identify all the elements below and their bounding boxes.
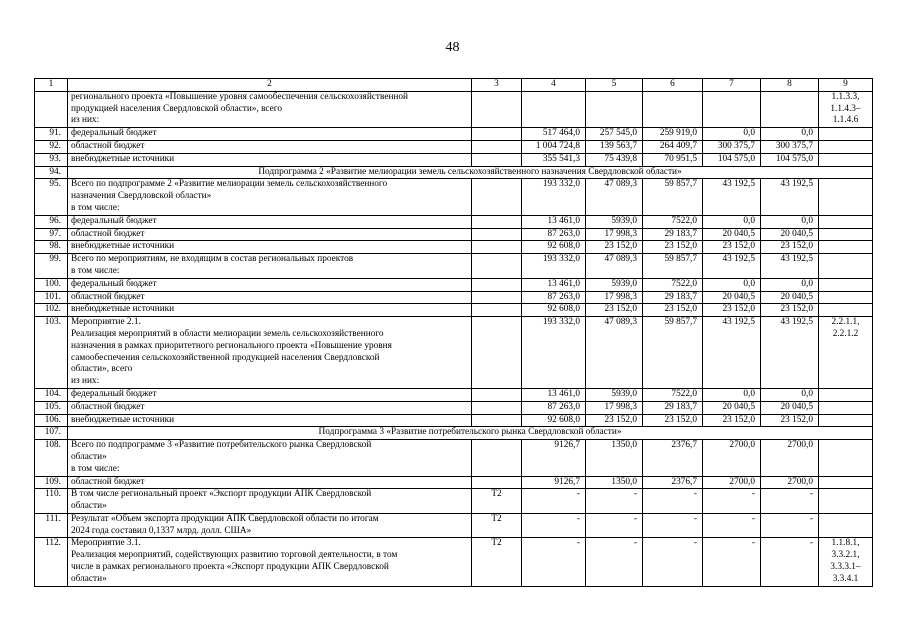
value-year-4: 0,0 xyxy=(761,128,819,141)
table-row xyxy=(35,153,873,166)
value-year-4: 23 152,0 xyxy=(761,304,819,317)
row-name: областной бюджет xyxy=(68,228,472,241)
row-name: областной бюджет xyxy=(68,476,472,489)
target-indicator xyxy=(472,304,522,317)
value-year-1: 47 089,3 xyxy=(586,254,643,279)
value-year-1: 5939,0 xyxy=(586,215,643,228)
value-year-1: 47 089,3 xyxy=(586,317,643,389)
value-year-2: 29 183,7 xyxy=(643,291,703,304)
section-title: Подпрограмма 2 «Развитие мелиорации земель сельскохозяйственного назначения Свердловской области» xyxy=(68,166,873,179)
column-header: 6 xyxy=(643,79,703,92)
section-title: Подпрограмма 3 «Развитие потребительского рынка Свердловской области» xyxy=(68,427,873,440)
value-year-1: 47 089,3 xyxy=(586,179,643,215)
value-year-3: - xyxy=(703,513,761,538)
column-header: 2 xyxy=(68,79,472,92)
table-row xyxy=(35,538,873,586)
row-number xyxy=(35,91,68,127)
target-indicator xyxy=(472,153,522,166)
value-year-1: 257 545,0 xyxy=(586,128,643,141)
value-total: 92 608,0 xyxy=(522,304,586,317)
value-year-4 xyxy=(761,91,819,127)
row-name: внебюджетные источники xyxy=(68,414,472,427)
row-number: 100. xyxy=(35,278,68,291)
reference-codes xyxy=(819,254,873,279)
value-year-2: 259 919,0 xyxy=(643,128,703,141)
table-body xyxy=(35,79,873,587)
reference-codes: 1.1.3.3, 1.1.4.3– 1.1.4.6 xyxy=(819,91,873,127)
row-number: 93. xyxy=(35,153,68,166)
value-year-4: - xyxy=(761,538,819,586)
value-year-4: 0,0 xyxy=(761,278,819,291)
reference-codes xyxy=(819,414,873,427)
value-year-1: - xyxy=(586,513,643,538)
value-year-3: 2700,0 xyxy=(703,476,761,489)
reference-codes: 2.2.1.1, 2.2.1.2 xyxy=(819,317,873,389)
table-row xyxy=(35,476,873,489)
value-total: 87 263,0 xyxy=(522,401,586,414)
table-row xyxy=(35,278,873,291)
row-name: федеральный бюджет xyxy=(68,128,472,141)
row-number: 95. xyxy=(35,179,68,215)
value-year-2: - xyxy=(643,489,703,514)
column-header: 9 xyxy=(819,79,873,92)
value-year-3: 0,0 xyxy=(703,388,761,401)
value-year-3: 0,0 xyxy=(703,278,761,291)
row-name: Мероприятие 2.1. Реализация мероприятий в области мелиорации земель сельскохозяйственного назначения в рамках приоритетного регионального проекта «Повышение уровня самообеспечения сельскохозяйственной продукцией населения Свердловской области», всего из них: xyxy=(68,317,472,389)
row-number: 102. xyxy=(35,304,68,317)
target-indicator xyxy=(472,254,522,279)
value-year-3: 23 152,0 xyxy=(703,414,761,427)
reference-codes xyxy=(819,179,873,215)
value-year-1: 17 998,3 xyxy=(586,401,643,414)
value-total: 13 461,0 xyxy=(522,278,586,291)
value-total: 87 263,0 xyxy=(522,291,586,304)
value-year-2: 59 857,7 xyxy=(643,317,703,389)
target-indicator xyxy=(472,401,522,414)
value-year-2: 2376,7 xyxy=(643,476,703,489)
row-name: регионального проекта «Повышение уровня самообеспечения сельскохозяйственной продукцией населения Свердловской области», всего из них: xyxy=(68,91,472,127)
value-year-3: 300 375,7 xyxy=(703,140,761,153)
value-year-4: 43 192,5 xyxy=(761,317,819,389)
row-number: 111. xyxy=(35,513,68,538)
row-name: федеральный бюджет xyxy=(68,215,472,228)
row-name: внебюджетные источники xyxy=(68,241,472,254)
value-year-1: 5939,0 xyxy=(586,388,643,401)
target-indicator xyxy=(472,414,522,427)
table-row xyxy=(35,241,873,254)
target-indicator xyxy=(472,215,522,228)
table-row xyxy=(35,414,873,427)
reference-codes xyxy=(819,401,873,414)
value-year-1: 1350,0 xyxy=(586,476,643,489)
value-year-3: 0,0 xyxy=(703,215,761,228)
row-number: 108. xyxy=(35,440,68,476)
target-indicator xyxy=(472,140,522,153)
reference-codes: 1.1.8.1, 3.3.2.1, 3.3.3.1– 3.3.4.1 xyxy=(819,538,873,586)
reference-codes xyxy=(819,153,873,166)
reference-codes xyxy=(819,140,873,153)
target-indicator xyxy=(472,91,522,127)
value-year-2: 7522,0 xyxy=(643,278,703,291)
value-total: 13 461,0 xyxy=(522,388,586,401)
target-indicator xyxy=(472,291,522,304)
budget-table xyxy=(34,78,873,587)
value-year-2: 7522,0 xyxy=(643,388,703,401)
value-year-4: 0,0 xyxy=(761,388,819,401)
row-name: областной бюджет xyxy=(68,140,472,153)
value-year-1: 17 998,3 xyxy=(586,228,643,241)
reference-codes xyxy=(819,513,873,538)
value-year-2: 29 183,7 xyxy=(643,401,703,414)
value-year-3: 43 192,5 xyxy=(703,179,761,215)
row-name: Мероприятие 3.1. Реализация мероприятий, содействующих развитию торговой деятельности, в том числе в рамках регионального проекта «Экспорт продукции АПК Свердловской области» xyxy=(68,538,472,586)
value-year-2: 7522,0 xyxy=(643,215,703,228)
value-year-4: - xyxy=(761,513,819,538)
value-year-3: 20 040,5 xyxy=(703,291,761,304)
value-year-3 xyxy=(703,91,761,127)
value-total: - xyxy=(522,538,586,586)
table-row xyxy=(35,128,873,141)
value-total: 1 004 724,8 xyxy=(522,140,586,153)
page-number: 48 xyxy=(445,40,460,55)
value-year-2: 59 857,7 xyxy=(643,254,703,279)
row-number: 109. xyxy=(35,476,68,489)
row-number: 96. xyxy=(35,215,68,228)
value-year-2: - xyxy=(643,513,703,538)
section-row xyxy=(35,427,873,440)
value-year-2: 264 409,7 xyxy=(643,140,703,153)
value-total: 193 332,0 xyxy=(522,179,586,215)
value-year-3: 43 192,5 xyxy=(703,254,761,279)
row-number: 106. xyxy=(35,414,68,427)
value-year-1: 23 152,0 xyxy=(586,241,643,254)
table-row xyxy=(35,215,873,228)
value-total: 193 332,0 xyxy=(522,317,586,389)
value-year-4: 20 040,5 xyxy=(761,228,819,241)
value-year-2: 23 152,0 xyxy=(643,241,703,254)
target-indicator xyxy=(472,440,522,476)
table-row xyxy=(35,91,873,127)
target-indicator xyxy=(472,388,522,401)
table-row xyxy=(35,388,873,401)
target-indicator xyxy=(472,241,522,254)
value-year-4: - xyxy=(761,489,819,514)
value-year-3: 104 575,0 xyxy=(703,153,761,166)
value-year-3: 23 152,0 xyxy=(703,241,761,254)
value-total xyxy=(522,91,586,127)
value-year-2: - xyxy=(643,538,703,586)
row-number: 91. xyxy=(35,128,68,141)
reference-codes xyxy=(819,489,873,514)
table-row xyxy=(35,291,873,304)
value-year-2: 2376,7 xyxy=(643,440,703,476)
row-number: 105. xyxy=(35,401,68,414)
target-indicator xyxy=(472,476,522,489)
table-row xyxy=(35,179,873,215)
value-year-4: 43 192,5 xyxy=(761,254,819,279)
row-name: внебюджетные источники xyxy=(68,153,472,166)
value-total: - xyxy=(522,489,586,514)
value-total: 9126,7 xyxy=(522,440,586,476)
value-year-3: 23 152,0 xyxy=(703,304,761,317)
value-year-4: 2700,0 xyxy=(761,440,819,476)
value-year-1: 5939,0 xyxy=(586,278,643,291)
reference-codes xyxy=(819,228,873,241)
value-total: 193 332,0 xyxy=(522,254,586,279)
table-row xyxy=(35,513,873,538)
row-number: 104. xyxy=(35,388,68,401)
value-year-1: 23 152,0 xyxy=(586,414,643,427)
value-year-3: - xyxy=(703,538,761,586)
value-year-2 xyxy=(643,91,703,127)
value-year-2: 23 152,0 xyxy=(643,414,703,427)
value-year-1: 17 998,3 xyxy=(586,291,643,304)
reference-codes xyxy=(819,215,873,228)
row-name: федеральный бюджет xyxy=(68,278,472,291)
value-year-3: 2700,0 xyxy=(703,440,761,476)
value-year-4: 43 192,5 xyxy=(761,179,819,215)
row-name: Всего по подпрограмме 3 «Развитие потребительского рынка Свердловской области» в том числе: xyxy=(68,440,472,476)
target-indicator xyxy=(472,228,522,241)
value-total: 13 461,0 xyxy=(522,215,586,228)
table-row xyxy=(35,440,873,476)
target-indicator xyxy=(472,278,522,291)
column-header: 8 xyxy=(761,79,819,92)
row-number: 110. xyxy=(35,489,68,514)
value-year-2: 59 857,7 xyxy=(643,179,703,215)
value-total: 9126,7 xyxy=(522,476,586,489)
target-indicator xyxy=(472,128,522,141)
row-number: 98. xyxy=(35,241,68,254)
table-row xyxy=(35,317,873,389)
column-header: 5 xyxy=(586,79,643,92)
row-name: федеральный бюджет xyxy=(68,388,472,401)
column-header: 1 xyxy=(35,79,68,92)
row-number: 107. xyxy=(35,427,68,440)
value-total: 355 541,3 xyxy=(522,153,586,166)
value-year-2: 29 183,7 xyxy=(643,228,703,241)
row-name: В том числе региональный проект «Экспорт продукции АПК Свердловской области» xyxy=(68,489,472,514)
table-row xyxy=(35,304,873,317)
row-number: 94. xyxy=(35,166,68,179)
target-indicator: Т2 xyxy=(472,538,522,586)
row-number: 97. xyxy=(35,228,68,241)
row-number: 112. xyxy=(35,538,68,586)
value-total: 92 608,0 xyxy=(522,414,586,427)
value-total: 92 608,0 xyxy=(522,241,586,254)
row-number: 92. xyxy=(35,140,68,153)
row-name: Всего по мероприятиям, не входящим в состав региональных проектов в том числе: xyxy=(68,254,472,279)
row-name: Результат «Объем экспорта продукции АПК Свердловской области по итогам 2024 года составил 0,1337 млрд. долл. США» xyxy=(68,513,472,538)
value-year-1: 1350,0 xyxy=(586,440,643,476)
row-number: 103. xyxy=(35,317,68,389)
column-header-row xyxy=(35,79,873,92)
value-year-3: 20 040,5 xyxy=(703,401,761,414)
value-year-2: 23 152,0 xyxy=(643,304,703,317)
value-year-1 xyxy=(586,91,643,127)
value-year-4: 20 040,5 xyxy=(761,401,819,414)
value-total: 517 464,0 xyxy=(522,128,586,141)
reference-codes xyxy=(819,128,873,141)
value-year-3: - xyxy=(703,489,761,514)
value-total: - xyxy=(522,513,586,538)
value-year-1: 139 563,7 xyxy=(586,140,643,153)
row-number: 101. xyxy=(35,291,68,304)
reference-codes xyxy=(819,278,873,291)
table-row xyxy=(35,254,873,279)
value-year-4: 0,0 xyxy=(761,215,819,228)
column-header: 4 xyxy=(522,79,586,92)
row-name: областной бюджет xyxy=(68,291,472,304)
value-year-2: 70 951,5 xyxy=(643,153,703,166)
value-year-4: 20 040,5 xyxy=(761,291,819,304)
value-year-1: 75 439,8 xyxy=(586,153,643,166)
value-year-4: 104 575,0 xyxy=(761,153,819,166)
value-year-1: 23 152,0 xyxy=(586,304,643,317)
target-indicator xyxy=(472,317,522,389)
row-number: 99. xyxy=(35,254,68,279)
section-row xyxy=(35,166,873,179)
row-name: внебюджетные источники xyxy=(68,304,472,317)
value-year-1: - xyxy=(586,489,643,514)
row-name: областной бюджет xyxy=(68,401,472,414)
value-total: 87 263,0 xyxy=(522,228,586,241)
value-year-3: 0,0 xyxy=(703,128,761,141)
value-year-3: 20 040,5 xyxy=(703,228,761,241)
reference-codes xyxy=(819,304,873,317)
reference-codes xyxy=(819,388,873,401)
value-year-1: - xyxy=(586,538,643,586)
value-year-4: 2700,0 xyxy=(761,476,819,489)
reference-codes xyxy=(819,291,873,304)
row-name: Всего по подпрограмме 2 «Развитие мелиорации земель сельскохозяйственного назначения Свердловской области» в том числе: xyxy=(68,179,472,215)
column-header: 3 xyxy=(472,79,522,92)
value-year-3: 43 192,5 xyxy=(703,317,761,389)
value-year-4: 23 152,0 xyxy=(761,414,819,427)
target-indicator xyxy=(472,179,522,215)
reference-codes xyxy=(819,440,873,476)
table-row xyxy=(35,401,873,414)
reference-codes xyxy=(819,241,873,254)
target-indicator: Т2 xyxy=(472,489,522,514)
table-row xyxy=(35,140,873,153)
value-year-4: 23 152,0 xyxy=(761,241,819,254)
table-row xyxy=(35,489,873,514)
table-row xyxy=(35,228,873,241)
reference-codes xyxy=(819,476,873,489)
value-year-4: 300 375,7 xyxy=(761,140,819,153)
target-indicator: Т2 xyxy=(472,513,522,538)
column-header: 7 xyxy=(703,79,761,92)
